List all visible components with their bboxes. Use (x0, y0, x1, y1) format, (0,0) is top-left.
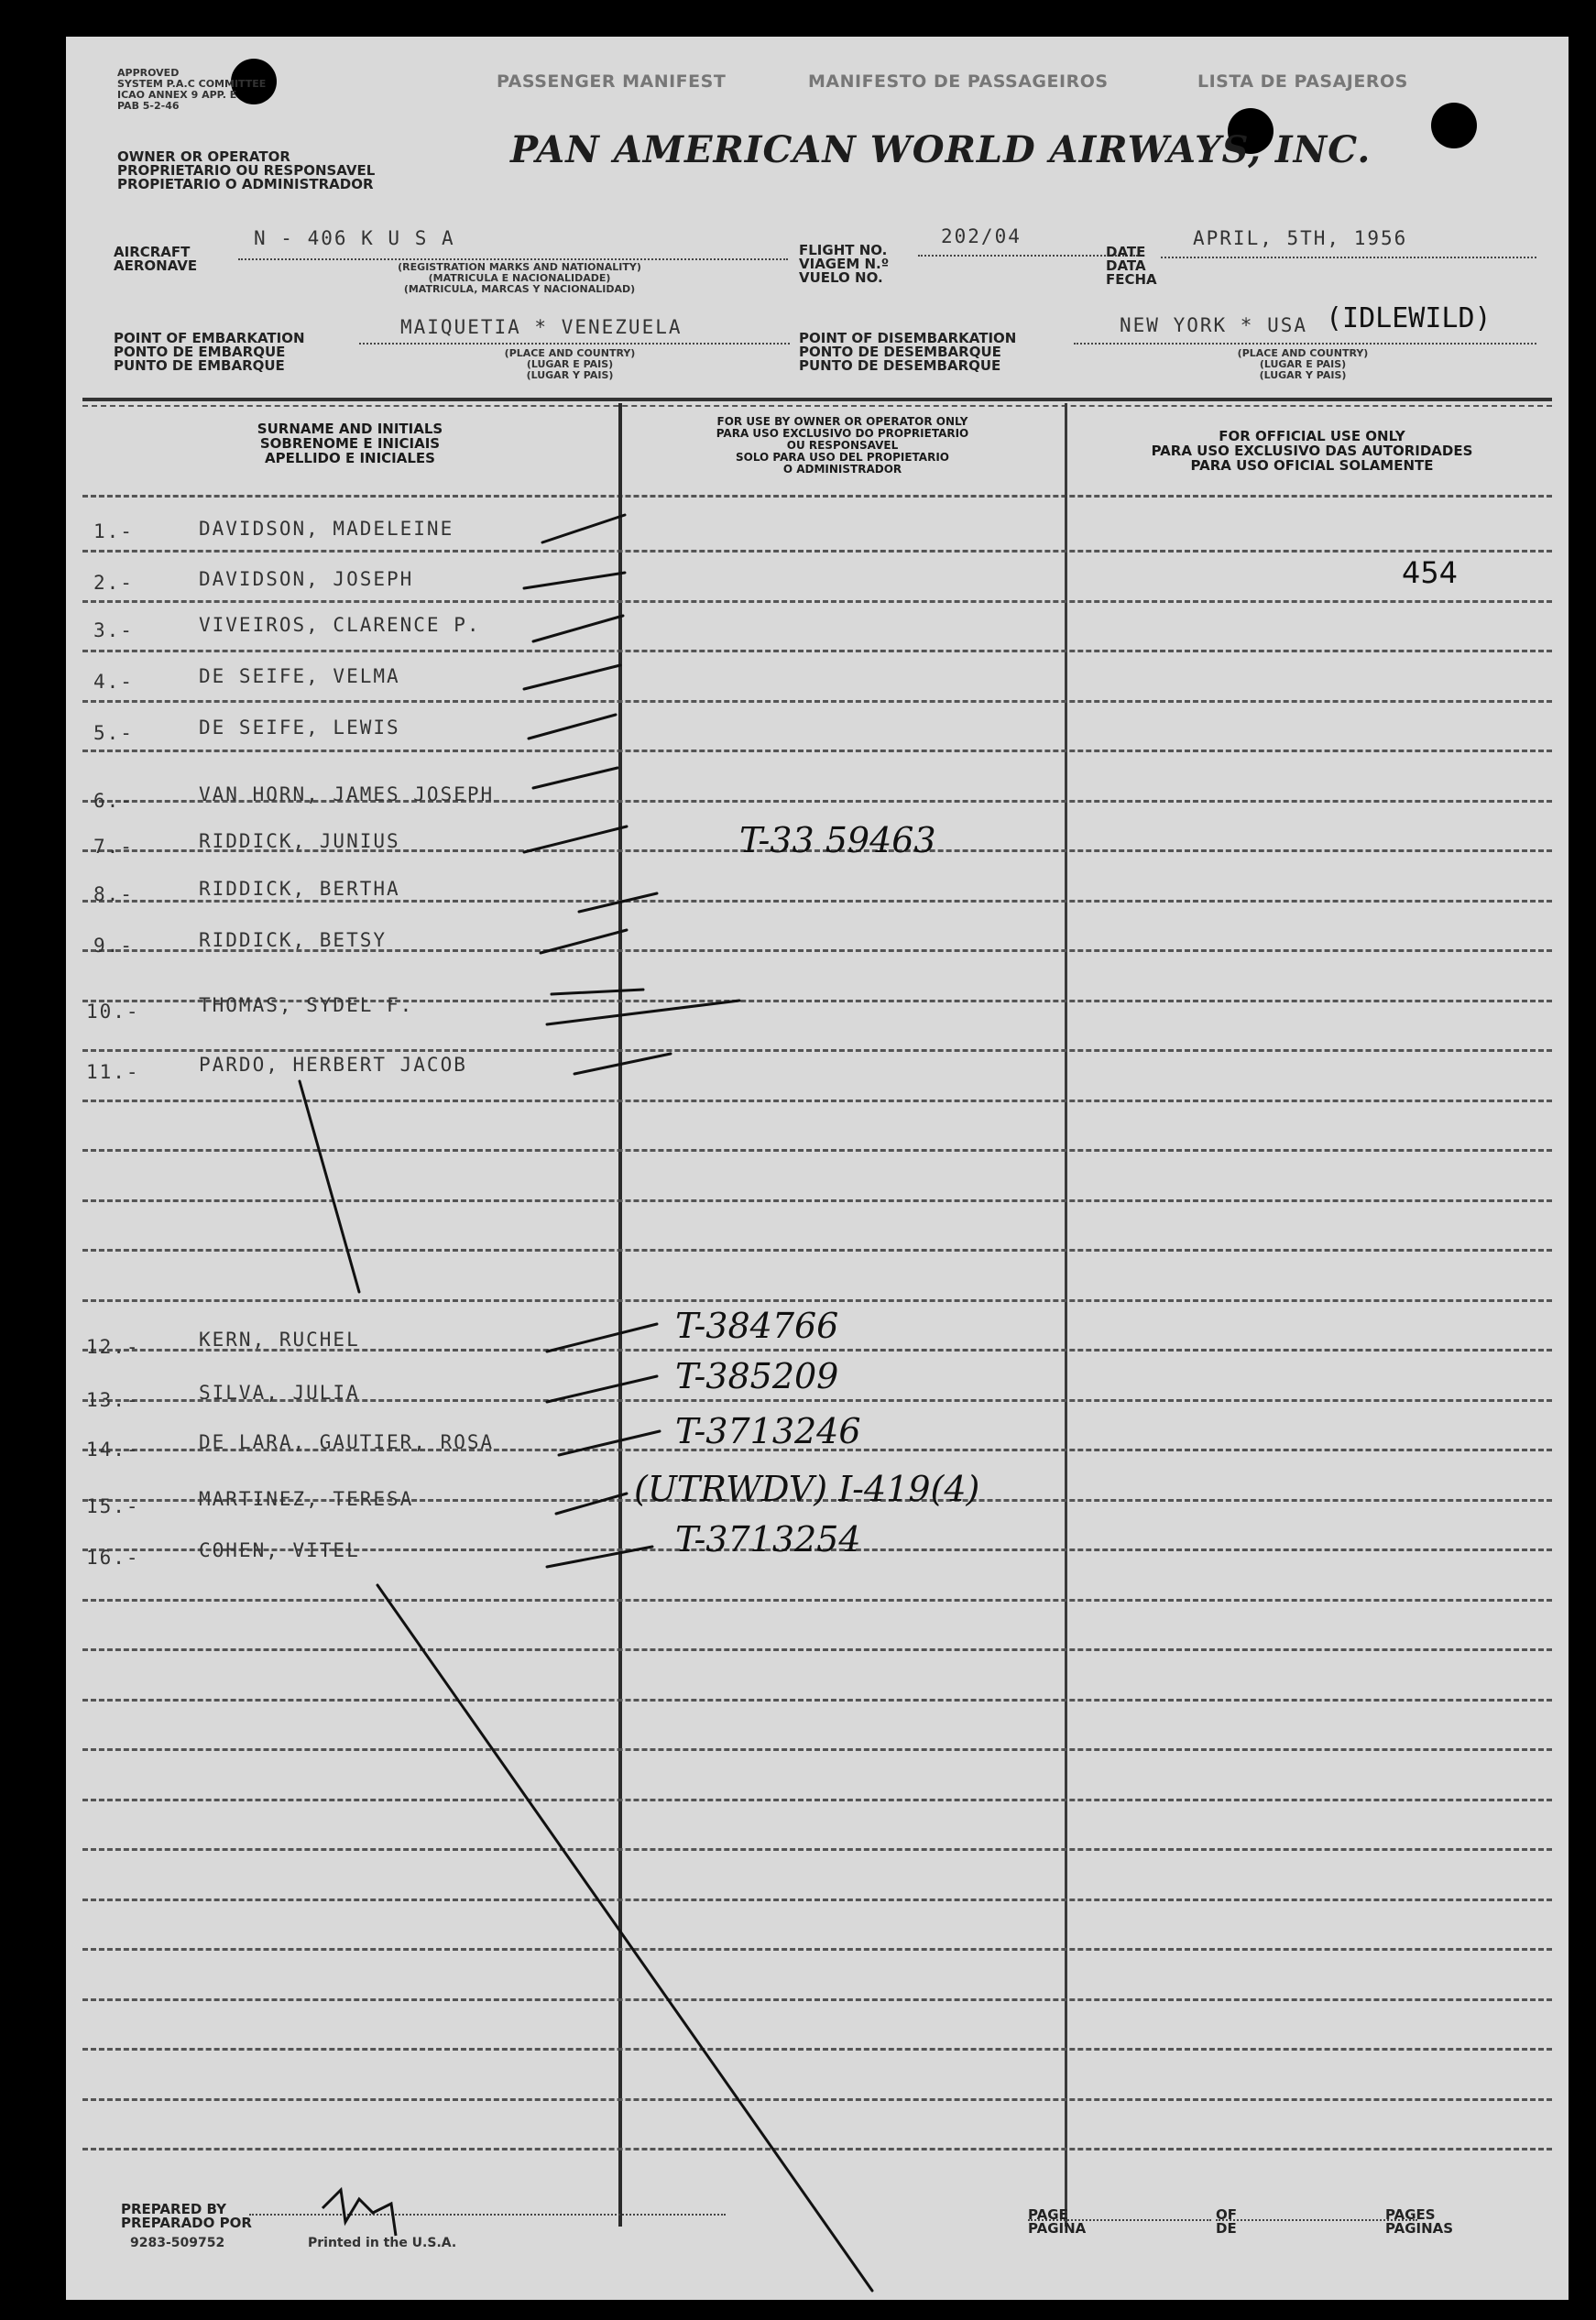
check-mark (542, 515, 625, 542)
passenger-name: MARTINEZ, TERESA (199, 1488, 414, 1510)
pages-label-en: PAGES (1385, 2206, 1436, 2223)
passenger-number: 16.- (86, 1547, 140, 1569)
passenger-number: 13.- (86, 1389, 140, 1411)
strike-line (377, 1585, 872, 2291)
passenger-number: 7.- (93, 836, 134, 858)
page-label-en: PAGE (1028, 2206, 1068, 2223)
passenger-note: T-3713246 (675, 1411, 861, 1451)
official-header-es: PARA USO OFICIAL SOLAMENTE (1190, 457, 1434, 474)
printed-label: Printed in the U.S.A. (308, 2236, 457, 2250)
check-mark (524, 826, 627, 852)
owner-label-en: OWNER OR OPERATOR (117, 148, 290, 165)
passenger-note: T-33 59463 (739, 820, 936, 860)
official-note: 454 (1402, 555, 1459, 590)
disembarkation-sublabel-es: (LUGAR Y PAIS) (1259, 369, 1347, 381)
embarkation-sublabel-pt: (LUGAR E PAIS) (526, 358, 614, 370)
disembarkation-sublabel-en: (PLACE AND COUNTRY) (1237, 347, 1369, 359)
check-mark (547, 1324, 657, 1352)
aircraft-sublabel-es: (MATRICULA, MARCAS Y NACIONALIDAD) (403, 283, 636, 295)
of-label-en: OF (1216, 2206, 1237, 2223)
passenger-number: 9.- (93, 935, 134, 957)
approval-line: PAB 5-2-46 (117, 100, 180, 112)
names-header-en: SURNAME AND INITIALS (257, 421, 443, 437)
form-title-es: LISTA DE PASAJEROS (1197, 71, 1408, 92)
owner-label-pt: PROPRIETARIO OU RESPONSAVEL (117, 162, 376, 179)
aircraft-label-en: AIRCRAFT (114, 244, 191, 260)
handwritten-marks (66, 37, 1569, 2300)
pages-label-es: PAGINAS (1385, 2220, 1454, 2237)
check-mark (574, 1054, 671, 1074)
passenger-number: 4.- (93, 671, 134, 693)
passenger-name: KERN, RUCHEL (199, 1329, 360, 1351)
owner-header-line: FOR USE BY OWNER OR OPERATOR ONLY (716, 415, 968, 428)
page-underline (1028, 2219, 1211, 2221)
check-mark (533, 768, 618, 788)
passenger-note: T-3713254 (675, 1519, 861, 1559)
official-header-pt: PARA USO EXCLUSIVO DAS AUTORIDADES (1151, 443, 1473, 459)
passenger-number: 10.- (86, 1001, 140, 1023)
passenger-name: DE SEIFE, VELMA (199, 665, 400, 687)
date-label-pt: DATA (1106, 257, 1146, 274)
check-mark (547, 1376, 657, 1402)
flight-label-pt: VIAGEM N.º (799, 256, 890, 272)
check-mark (579, 893, 657, 912)
page-label-es: PAGINA (1028, 2220, 1087, 2237)
disembarkation-label-pt: PONTO DE DESEMBARQUE (799, 344, 1001, 360)
embarkation-label-en: POINT OF EMBARKATION (114, 330, 305, 346)
passenger-name: RIDDICK, JUNIUS (199, 830, 400, 852)
passenger-number: 2.- (93, 572, 134, 594)
disembarkation-label-es: PUNTO DE DESEMBARQUE (799, 357, 1001, 374)
passenger-number: 12.- (86, 1336, 140, 1358)
prepared-by-es: PREPARADO POR (121, 2215, 252, 2231)
check-mark (556, 1494, 627, 1514)
names-header-es: APELLIDO E INICIALES (265, 450, 435, 466)
check-mark (524, 573, 625, 588)
check-mark (559, 1431, 660, 1455)
embarkation-sublabel-es: (LUGAR Y PAIS) (526, 369, 614, 381)
passenger-number: 11.- (86, 1061, 140, 1083)
passenger-name: DAVIDSON, JOSEPH (199, 568, 414, 590)
date-label-es: FECHA (1106, 271, 1157, 288)
aircraft-sublabel-en: (REGISTRATION MARKS AND NATIONALITY) (398, 261, 641, 273)
passenger-note: T-384766 (675, 1306, 839, 1346)
aircraft-label-pt: AERONAVE (114, 257, 198, 274)
passenger-note: (UTRWDV) I-419(4) (634, 1469, 980, 1509)
embarkation-sublabel-en: (PLACE AND COUNTRY) (504, 347, 636, 359)
form-title-en: PASSENGER MANIFEST (497, 71, 727, 92)
check-mark (541, 930, 627, 953)
aircraft-value: N - 406 K U S A (254, 227, 455, 249)
disembarkation-value: NEW YORK * USA (1120, 314, 1308, 336)
embarkation-label-pt: PONTO DE EMBARQUE (114, 344, 286, 360)
of-label (1216, 2208, 1237, 2236)
page-label (1028, 2208, 1086, 2236)
form-title-pt: MANIFESTO DE PASSAGEIROS (808, 71, 1109, 92)
strike-line (300, 1081, 359, 1292)
approval-line: SYSTEM P.A.C COMMITTEE (117, 78, 267, 90)
owner-header-line: OU RESPONSAVEL (786, 439, 899, 452)
check-mark (533, 616, 623, 641)
passenger-number: 1.- (93, 520, 134, 542)
manifest-page (66, 37, 1569, 2300)
approval-line: APPROVED (117, 67, 180, 79)
passenger-number: 8.- (93, 883, 134, 905)
check-mark (524, 665, 620, 689)
passenger-name: DE SEIFE, LEWIS (199, 717, 400, 739)
passenger-number: 15.- (86, 1495, 140, 1517)
names-header-pt: SOBRENOME E INICIAIS (259, 435, 441, 452)
disembarkation-handwritten: (IDLEWILD) (1326, 302, 1492, 334)
official-header-en: FOR OFFICIAL USE ONLY (1219, 428, 1405, 444)
passenger-number: 5.- (93, 722, 134, 744)
preparer-signature (304, 2172, 414, 2245)
passenger-number: 6.- (93, 790, 134, 812)
owner-label-es: PROPIETARIO O ADMINISTRADOR (117, 176, 374, 192)
disembarkation-sublabel-pt: (LUGAR E PAIS) (1259, 358, 1347, 370)
disembarkation-label-en: POINT OF DISEMBARKATION (799, 330, 1017, 346)
check-mark (529, 715, 616, 739)
passenger-name: SILVA, JULIA (199, 1382, 360, 1404)
passenger-note: T-385209 (675, 1356, 839, 1396)
embarkation-value: MAIQUETIA * VENEZUELA (400, 316, 683, 338)
passenger-name: VAN HORN, JAMES JOSEPH (199, 783, 495, 805)
prepared-by-en: PREPARED BY (121, 2201, 226, 2217)
date-value: APRIL, 5TH, 1956 (1193, 227, 1408, 249)
embarkation-label-es: PUNTO DE EMBARQUE (114, 357, 285, 374)
flight-value: 202/04 (941, 225, 1022, 247)
passenger-name: THOMAS, SYDEL F. (199, 994, 414, 1016)
pages-label (1385, 2208, 1453, 2236)
passenger-name: VIVEIROS, CLARENCE P. (199, 614, 481, 636)
passenger-name: RIDDICK, BETSY (199, 929, 388, 951)
check-mark (547, 1547, 652, 1567)
form-number: 9283-509752 (130, 2236, 225, 2250)
approval-line: ICAO ANNEX 9 APP. E (117, 89, 237, 101)
check-mark (547, 1001, 739, 1024)
flight-label-es: VUELO NO. (799, 269, 883, 286)
airline-name: PAN AMERICAN WORLD AIRWAYS, INC. (510, 128, 1372, 171)
passenger-number: 14.- (86, 1439, 140, 1461)
aircraft-sublabel-pt: (MATRICULA E NACIONALIDADE) (428, 272, 611, 284)
flight-label-en: FLIGHT NO. (799, 242, 888, 258)
passenger-name: RIDDICK, BERTHA (199, 878, 400, 900)
passenger-name: COHEN, VITEL (199, 1539, 360, 1561)
of-label-es: DE (1216, 2220, 1237, 2237)
passenger-number: 3.- (93, 619, 134, 641)
owner-header-line: SOLO PARA USO DEL PROPIETARIO (735, 451, 949, 464)
passenger-name: PARDO, HERBERT JACOB (199, 1054, 467, 1076)
passenger-name: DE LARA, GAUTIER, ROSA (199, 1431, 495, 1453)
prepared-by-label (121, 2203, 252, 2230)
check-mark (552, 990, 643, 994)
owner-header-line: PARA USO EXCLUSIVO DO PROPRIETARIO (716, 427, 969, 440)
owner-header-line: O ADMINISTRADOR (782, 463, 902, 476)
date-label-en: DATE (1106, 244, 1146, 260)
passenger-name: DAVIDSON, MADELEINE (199, 518, 454, 540)
